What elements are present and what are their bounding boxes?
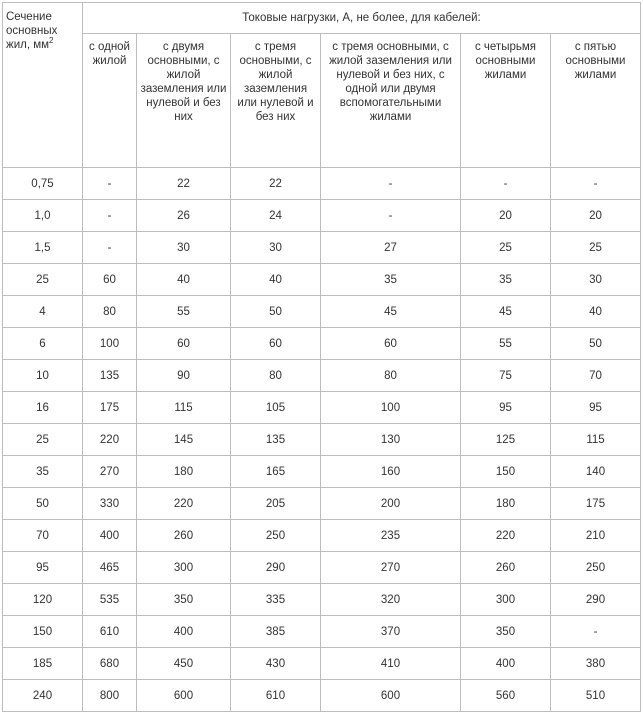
table-row xyxy=(3,552,641,584)
load-cell: 60 xyxy=(321,328,461,360)
load-cell: - xyxy=(461,168,551,200)
section-cell: 240 xyxy=(3,680,83,712)
column-header: с одной жилой xyxy=(83,34,137,168)
load-cell: 535 xyxy=(83,584,137,616)
load-cell: 220 xyxy=(461,520,551,552)
load-cell: 22 xyxy=(137,168,231,200)
load-cell: 330 xyxy=(83,488,137,520)
load-cell: 105 xyxy=(231,392,321,424)
column-header: с тремя основными, с жилой заземления или нулевой и без них, с одной или двумя вспомогательными жилами xyxy=(321,34,461,168)
load-cell: 430 xyxy=(231,648,321,680)
load-cell: 115 xyxy=(551,424,641,456)
section-cell: 1,0 xyxy=(3,200,83,232)
table-row xyxy=(3,424,641,456)
load-cell: 80 xyxy=(83,296,137,328)
load-cell: 125 xyxy=(461,424,551,456)
load-cell: 180 xyxy=(137,456,231,488)
load-cell: 150 xyxy=(461,456,551,488)
header-row-1 xyxy=(3,3,641,34)
load-cell: 350 xyxy=(461,616,551,648)
load-cell: 27 xyxy=(321,232,461,264)
load-cell: 175 xyxy=(551,488,641,520)
load-cell: 465 xyxy=(83,552,137,584)
load-cell: 175 xyxy=(83,392,137,424)
load-cell: 260 xyxy=(461,552,551,584)
load-cell: 335 xyxy=(231,584,321,616)
load-cell: 20 xyxy=(551,200,641,232)
load-cell: 26 xyxy=(137,200,231,232)
table-row xyxy=(3,584,641,616)
load-cell: 30 xyxy=(137,232,231,264)
load-cell: 270 xyxy=(83,456,137,488)
load-cell: 20 xyxy=(461,200,551,232)
load-cell: 410 xyxy=(321,648,461,680)
section-cell: 25 xyxy=(3,264,83,296)
load-cell: 45 xyxy=(321,296,461,328)
load-cell: 75 xyxy=(461,360,551,392)
load-cell: 260 xyxy=(137,520,231,552)
section-cell: 50 xyxy=(3,488,83,520)
load-cell: 800 xyxy=(83,680,137,712)
table-body xyxy=(3,168,641,712)
load-cell: 560 xyxy=(461,680,551,712)
table-row xyxy=(3,456,641,488)
section-header-label: Сечение основных жил, мм xyxy=(6,11,58,51)
load-cell: 300 xyxy=(461,584,551,616)
column-header: с четырьмя основными жилами xyxy=(461,34,551,168)
load-cell: 60 xyxy=(231,328,321,360)
load-cell: 55 xyxy=(137,296,231,328)
load-cell: 600 xyxy=(137,680,231,712)
table-row xyxy=(3,232,641,264)
load-cell: 610 xyxy=(231,680,321,712)
section-header-sup: 2 xyxy=(49,36,54,46)
load-cell: 220 xyxy=(83,424,137,456)
section-cell: 95 xyxy=(3,552,83,584)
load-cell: 40 xyxy=(551,296,641,328)
load-cell: 290 xyxy=(551,584,641,616)
load-cell: 220 xyxy=(137,488,231,520)
load-cell: 385 xyxy=(231,616,321,648)
section-cell: 70 xyxy=(3,520,83,552)
column-header: с двумя основными, с жилой заземления или нулевой и без них xyxy=(137,34,231,168)
load-cell: 165 xyxy=(231,456,321,488)
load-cell: 135 xyxy=(83,360,137,392)
load-cell: 210 xyxy=(551,520,641,552)
section-cell: 120 xyxy=(3,584,83,616)
load-cell: 45 xyxy=(461,296,551,328)
load-cell: 40 xyxy=(231,264,321,296)
load-cell: 680 xyxy=(83,648,137,680)
load-cell: - xyxy=(551,168,641,200)
section-cell: 150 xyxy=(3,616,83,648)
section-cell: 35 xyxy=(3,456,83,488)
load-cell: 100 xyxy=(321,392,461,424)
load-cell: 205 xyxy=(231,488,321,520)
load-cell: 180 xyxy=(461,488,551,520)
header-row-2 xyxy=(3,34,641,168)
load-cell: 350 xyxy=(137,584,231,616)
load-cell: 370 xyxy=(321,616,461,648)
load-cell: 50 xyxy=(551,328,641,360)
load-cell: - xyxy=(83,232,137,264)
load-cell: 200 xyxy=(321,488,461,520)
section-cell: 25 xyxy=(3,424,83,456)
load-cell: 130 xyxy=(321,424,461,456)
load-cell: 100 xyxy=(83,328,137,360)
load-cell: 90 xyxy=(137,360,231,392)
current-load-table xyxy=(2,2,641,712)
table-row xyxy=(3,520,641,552)
table-row xyxy=(3,616,641,648)
load-cell: 30 xyxy=(551,264,641,296)
load-cell: 80 xyxy=(321,360,461,392)
load-cell: 610 xyxy=(83,616,137,648)
section-cell: 0,75 xyxy=(3,168,83,200)
load-cell: 70 xyxy=(551,360,641,392)
load-cell: 80 xyxy=(231,360,321,392)
column-header: с пятью основными жилами xyxy=(551,34,641,168)
load-cell: 300 xyxy=(137,552,231,584)
load-cell: 25 xyxy=(551,232,641,264)
section-cell: 185 xyxy=(3,648,83,680)
load-cell: 600 xyxy=(321,680,461,712)
section-header xyxy=(3,3,83,168)
table-row xyxy=(3,488,641,520)
section-cell: 4 xyxy=(3,296,83,328)
load-cell: 250 xyxy=(551,552,641,584)
load-cell: 50 xyxy=(231,296,321,328)
load-cell: 35 xyxy=(321,264,461,296)
load-cell: - xyxy=(551,616,641,648)
load-cell: 400 xyxy=(137,616,231,648)
load-cell: 235 xyxy=(321,520,461,552)
section-cell: 10 xyxy=(3,360,83,392)
table-row xyxy=(3,680,641,712)
load-cell: 270 xyxy=(321,552,461,584)
load-cell: 380 xyxy=(551,648,641,680)
load-cell: 400 xyxy=(461,648,551,680)
load-cell: 24 xyxy=(231,200,321,232)
group-header: Токовые нагрузки, А, не более, для кабелей: xyxy=(83,3,641,34)
load-cell: 60 xyxy=(137,328,231,360)
load-cell: 250 xyxy=(231,520,321,552)
load-cell: 22 xyxy=(231,168,321,200)
load-cell: 290 xyxy=(231,552,321,584)
load-cell: 140 xyxy=(551,456,641,488)
load-cell: 115 xyxy=(137,392,231,424)
load-cell: 55 xyxy=(461,328,551,360)
table-row xyxy=(3,200,641,232)
load-cell: - xyxy=(83,200,137,232)
table-row xyxy=(3,296,641,328)
column-header: с тремя основными, с жилой заземления или нулевой и без них xyxy=(231,34,321,168)
load-cell: 510 xyxy=(551,680,641,712)
table-row xyxy=(3,328,641,360)
table-row xyxy=(3,392,641,424)
load-cell: - xyxy=(83,168,137,200)
table-row xyxy=(3,264,641,296)
load-cell: 40 xyxy=(137,264,231,296)
load-cell: 30 xyxy=(231,232,321,264)
load-cell: 145 xyxy=(137,424,231,456)
section-cell: 6 xyxy=(3,328,83,360)
load-cell: 320 xyxy=(321,584,461,616)
load-cell: 160 xyxy=(321,456,461,488)
table-row xyxy=(3,360,641,392)
table-row xyxy=(3,168,641,200)
table-container xyxy=(2,2,641,712)
load-cell: 60 xyxy=(83,264,137,296)
load-cell: 25 xyxy=(461,232,551,264)
load-cell: 450 xyxy=(137,648,231,680)
load-cell: 95 xyxy=(551,392,641,424)
load-cell: - xyxy=(321,168,461,200)
section-cell: 1,5 xyxy=(3,232,83,264)
load-cell: - xyxy=(321,200,461,232)
load-cell: 135 xyxy=(231,424,321,456)
load-cell: 35 xyxy=(461,264,551,296)
load-cell: 400 xyxy=(83,520,137,552)
section-cell: 16 xyxy=(3,392,83,424)
load-cell: 95 xyxy=(461,392,551,424)
table-row xyxy=(3,648,641,680)
